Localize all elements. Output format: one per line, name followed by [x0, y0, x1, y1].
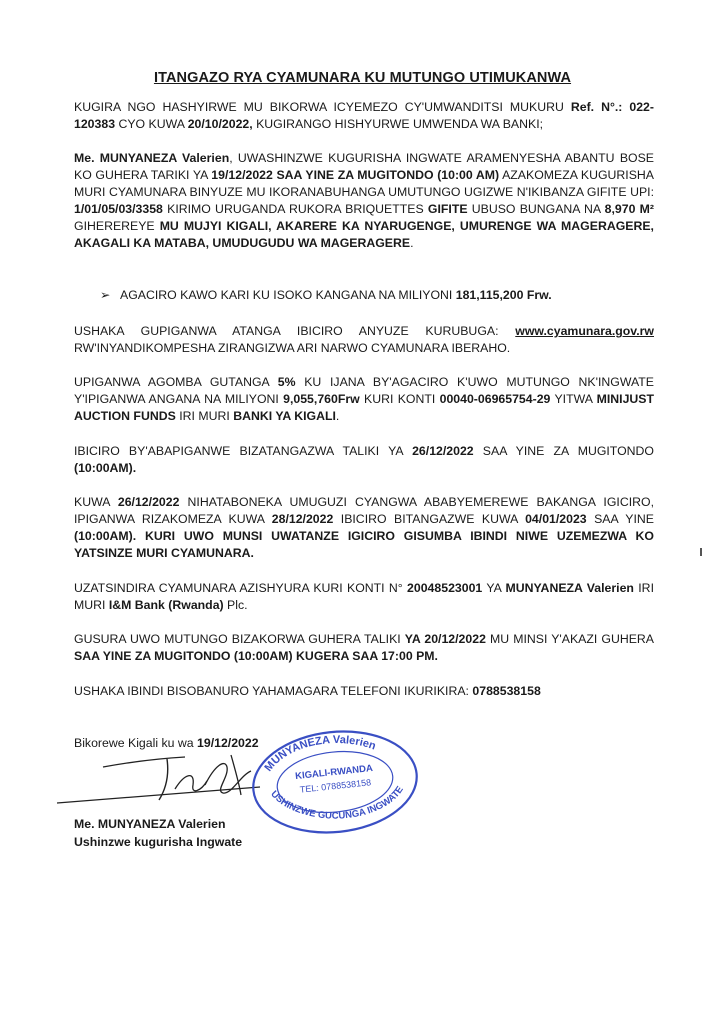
deposit-percent: 5%	[277, 375, 296, 389]
reference-date: 20/10/2022,	[187, 117, 253, 131]
paragraph-extension	[74, 494, 654, 562]
paragraph-results	[74, 443, 654, 477]
paragraph-deposit	[74, 374, 654, 425]
text: Bikorewe Kigali ku wa	[74, 736, 198, 750]
text: YA	[482, 581, 506, 595]
deposit-amount: 9,055,760Frw	[283, 392, 360, 406]
text: KUGIRA NGO HASHYIRWE MU BIKORWA ICYEMEZO CY'UMWANDITSI MUKURU	[74, 100, 571, 114]
stamp-line-2: TEL: 0788538158	[299, 777, 372, 795]
auctioneer-name: Me. MUNYANEZA Valerien	[74, 151, 230, 165]
text: YITWA	[550, 392, 597, 406]
text: CYO KUWA	[115, 117, 188, 131]
paragraph-reference	[74, 99, 654, 133]
account-holder: MUNYANEZA Valerien	[505, 581, 634, 595]
text: KU IJANA BY'AGACIRO K'UWO MUTUNGO NK'INGWATE Y'IPIGANWA ANGANA NA MILIYONI	[74, 375, 654, 406]
account-name: MINIJUST AUCTION FUNDS	[74, 392, 654, 423]
text: GIFITE	[427, 202, 468, 216]
stamp-bottom-text: USHINZWE GUCUNGA INGWATE	[268, 784, 406, 822]
account-number: 00040-06965754-29	[439, 392, 551, 406]
stamp-top-text: MUNYANEZA Valerien	[262, 733, 378, 774]
results-date: 26/12/2022	[412, 444, 474, 458]
date: 28/12/2022	[271, 512, 334, 526]
text: SAA YINE ZA MUGITONDO	[473, 444, 654, 458]
signer-role: Ushinzwe kugurisha Ingwate	[74, 835, 243, 849]
text: GIHEREREYE	[74, 219, 160, 233]
text: IBICIRO BY'ABAPIGANWE BIZATANGAZWA TALIKI YA	[74, 444, 413, 458]
property-location: MU MUJYI KIGALI, AKARERE KA NYARUGENGE, UMURENGE WA MAGERAGERE, AKAGALI KA MATABA, UMUDUGUDU WA MAGERAGERE	[74, 219, 654, 250]
property-value: 181,115,200 Frw.	[455, 288, 552, 302]
date: 04/01/2023	[525, 512, 587, 526]
plot-area: 8,970 M²	[604, 202, 654, 216]
text: IBICIRO BITANGAZWE KUWA	[333, 512, 526, 526]
text: USHAKA IBINDI BISOBANURO YAHAMAGARA TELEFONI IKURIKIRA:	[74, 684, 473, 698]
paragraph-website	[74, 323, 654, 357]
text: UZATSINDIRA CYAMUNARA AZISHYURA KURI KONTI N°	[74, 581, 408, 595]
text: , UWASHINZWE KUGURISHA INGWATE ARAMENYESHA ABANTU BOSE KO GUHERA TARIKI YA	[74, 151, 654, 182]
auction-start: 19/12/2022 SAA YINE ZA MUGITONDO (10:00 AM)	[211, 168, 500, 182]
text: MU MINSI Y'AKAZI GUHERA	[485, 632, 654, 646]
paragraph-payment	[74, 580, 654, 614]
text: .	[410, 236, 414, 250]
text: SAA YINE	[586, 512, 654, 526]
payment-account: 20048523001	[407, 581, 483, 595]
text: UPIGANWA AGOMBA GUTANGA	[74, 375, 278, 389]
text: USHAKA GUPIGANWA ATANGA IBICIRO ANYUZE KURUBUGA:	[74, 324, 516, 338]
document-title: ITANGAZO RYA CYAMUNARA KU MUTUNGO UTIMUKANWA	[153, 70, 572, 86]
text: .	[335, 409, 340, 423]
arrow-bullet-icon: ➢	[100, 288, 111, 302]
paragraph-visit	[74, 631, 654, 665]
date: 26/12/2022	[117, 495, 180, 509]
reference-number: Ref. N°.: 022-120383	[74, 100, 654, 131]
auction-website-link[interactable]: www.cyamunara.gov.rw	[515, 324, 654, 338]
paragraph-announcement	[74, 150, 654, 252]
results-time: (10:00AM).	[74, 461, 137, 475]
signature-date: 19/12/2022	[197, 736, 259, 750]
text: IRI MURI	[74, 581, 654, 612]
text: GUSURA UWO MUTUNGO BIZAKORWA GUHERA TALIKI	[74, 632, 405, 646]
stamp-line-1: KIGALI-RWANDA	[294, 763, 374, 783]
winner-rule: (10:00AM). KURI UWO MUNSI UWATANZE IGICIRO GISUMBA IBINDI NIWE UZEMEZWA KO YATSINZE MURI CYAMUNARA.	[74, 529, 654, 560]
phone-number: 0788538158	[472, 684, 541, 698]
text: KIRIMO URUGANDA RUKORA BRIQUETTES	[162, 202, 428, 216]
text: Plc.	[223, 598, 248, 612]
text: AGACIRO KAWO KARI KU ISOKO KANGANA NA MILIYONI	[120, 288, 456, 302]
scan-mark	[700, 548, 702, 556]
payment-bank: I&M Bank (Rwanda)	[108, 598, 224, 612]
bullet-value	[100, 287, 655, 304]
upi-number: 1/01/05/03/3358	[74, 202, 163, 216]
text: KUWA	[74, 495, 118, 509]
visit-date: YA 20/12/2022	[404, 632, 486, 646]
text: AZAKOMEZA KUGURISHA MURI CYAMUNARA BINYUZE MU IKORANABUHANGA UMUTUNGO UGIZWE N'IKIBANZA GIFITE UPI:	[74, 168, 654, 199]
paragraph-contact	[74, 683, 654, 700]
text: KUGIRANGO HISHYURWE UMWENDA WA BANKI;	[252, 117, 544, 131]
signer-name: Me. MUNYANEZA Valerien	[74, 817, 226, 831]
text: NIHATABONEKA UMUGUZI CYANGWA ABABYEMEREWE BAKANGA IGICIRO, IPIGANWA RIZAKOMEZA KUWA	[74, 495, 654, 526]
text: KURI KONTI	[359, 392, 440, 406]
visit-hours: SAA YINE ZA MUGITONDO (10:00AM) KUGERA SAA 17:00 PM.	[74, 649, 438, 663]
bank-name: BANKI YA KIGALI	[233, 409, 336, 423]
handwritten-signature	[55, 745, 265, 815]
official-stamp	[245, 725, 425, 835]
text: IRI MURI	[175, 409, 234, 423]
text: RW'INYANDIKOMPESHA ZIRANGIZWA ARI NARWO CYAMUNARA IBERAHO.	[74, 341, 511, 355]
text: UBUSO BUNGANA NA	[467, 202, 605, 216]
